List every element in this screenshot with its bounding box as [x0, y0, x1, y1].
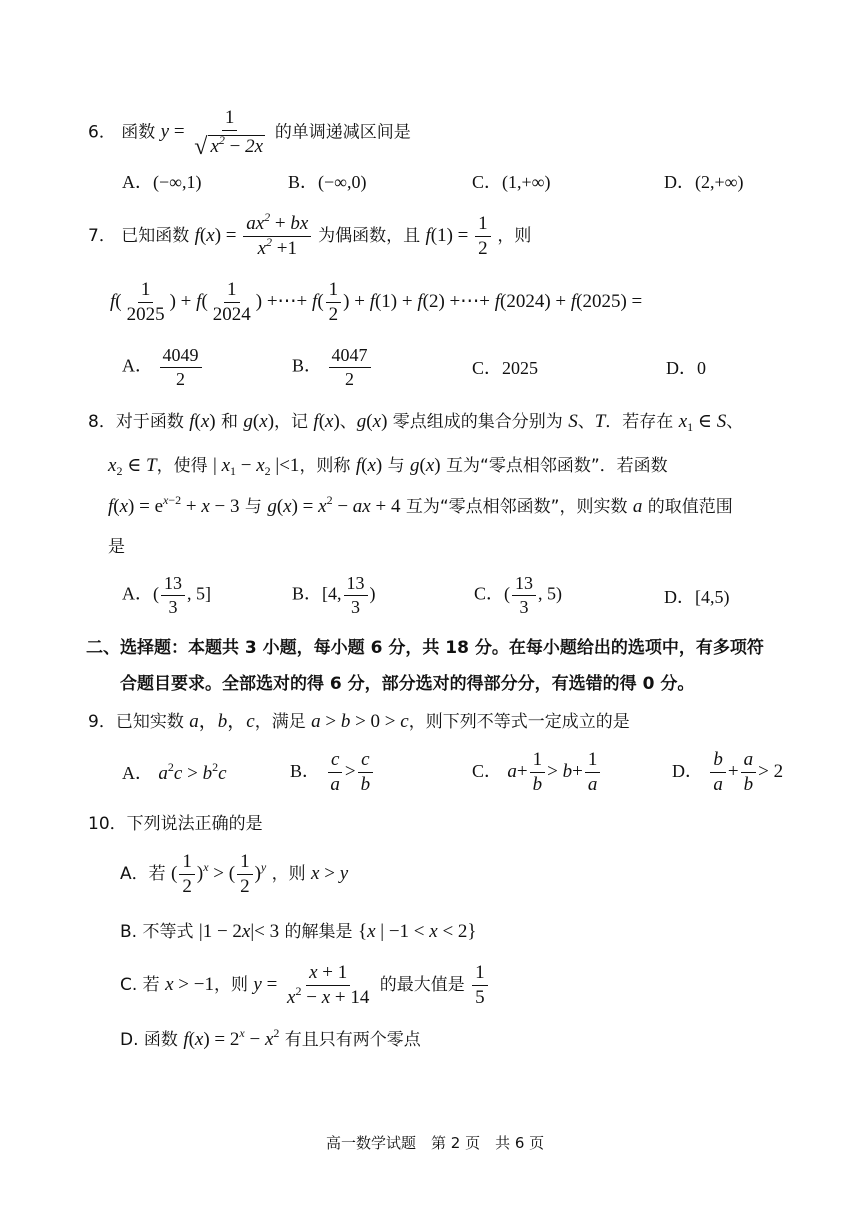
question-8-line-1: 8．对于函数 f(x) 和 g(x)，记 f(x)、g(x) 零点组成的集合分别为 S、T．若存在 $x_1$ ∈ S、: [88, 411, 744, 434]
page-footer: 高一数学试题 第 2 页 共 6 页: [326, 1134, 545, 1152]
question-number: 10．: [88, 814, 127, 834]
section-instructions: 合题目要求。全部选对的得 6 分，部分选对的得部分分，有选错的得 0 分。: [120, 674, 695, 694]
option-c: C．( $\frac{13}{3}$ , 5): [474, 573, 563, 617]
option-a: A． $a^2c > b^2c$: [122, 760, 227, 784]
option-b: B． $\frac{c}{a}$ > $\frac{c}{b}$: [290, 750, 375, 795]
option-d: D．(2,+∞): [664, 172, 744, 192]
question-number: 9．: [88, 712, 116, 732]
formula: f(x) = $\frac{ax^2 + bx}{x^2 +1}$: [195, 225, 318, 246]
question-text: 函数: [121, 122, 156, 143]
option-d: D．[4,5): [664, 587, 730, 607]
option-a: A．(−∞,1): [122, 172, 202, 192]
section-heading: 二、选择题：本题共 3 小题，每小题 6 分，共 18 分。在每小题给出的选项中，有多项符: [86, 638, 764, 658]
question-text: 为偶函数，且: [318, 225, 421, 246]
question-10: 10．下列说法正确的是: [88, 814, 263, 834]
question-text: ，则: [497, 225, 532, 246]
option-d: D．0: [666, 358, 706, 378]
question-9: 9．已知实数 a，b，c，满足 a > b > 0 > c，则下列不等式一定成立的是: [88, 711, 630, 732]
option-a: A．若 ( $\frac{1}{2}$ )$^x$ > ( $\frac{1}{2}$ )$^y$ ，则 x > y: [120, 851, 349, 897]
question-number: 6．: [88, 122, 116, 143]
question-number: 8．: [88, 412, 116, 432]
question-text: 的单调递减区间是: [274, 122, 411, 143]
option-b: B．(−∞,0): [288, 172, 367, 192]
sum-formula: f( $\frac{1}{2025}$ ) + f( $\frac{1}{2024}$ ) +⋯+ f( $\frac{1}{2}$ ) + f(1) + f(2) +⋯+ f(2024) + f(2025) =: [110, 279, 643, 325]
option-c: C． a+ $\frac{1}{b}$ > b+ $\frac{1}{a}$: [472, 750, 602, 795]
question-text: 已知函数: [121, 225, 190, 246]
formula: y = $\frac{1}{√ x^2 - 2x}$: [160, 107, 264, 160]
option-b: B. 不等式 |1 − 2x|< 3 的解集是 {x | −1 < x < 2}: [120, 921, 477, 942]
question-7: [88, 210, 532, 259]
option-b: B． $\frac{4047}{2}$: [292, 346, 373, 389]
option-d: D. 函数 $f(x) = 2^x - x^2$ 有且只有两个零点: [120, 1026, 421, 1050]
question-8-line-3: $f(x) = e^{x-2} + x - 3$ 与 $g(x) = x^2$ − ax + 4 互为“零点相邻函数”，则实数 a 的取值范围: [108, 493, 733, 517]
option-c: C. 若 x > −1，则 y = $\frac{x + 1}{x^2 - x + 14}$ 的最大值是 $\frac{1}{5}$: [120, 963, 490, 1008]
option-c: C．(1,+∞): [472, 172, 551, 192]
option-a: A． $\frac{4049}{2}$: [122, 346, 204, 389]
option-c: C．2025: [472, 358, 539, 378]
option-d: D． $\frac{b}{a}$ + $\frac{a}{b}$ > 2: [672, 749, 784, 795]
question-8-line-2: $x_2$ ∈ T，使得 | $x_1 - x_2$ |<1，则称 f(x) 与 g(x) 互为“零点相邻函数”．若函数: [108, 455, 668, 478]
option-a: A．( $\frac{13}{3}$ , 5]: [122, 573, 211, 617]
formula: f(1) = $\frac{1}{2}$: [425, 225, 497, 246]
question-6: [88, 108, 411, 158]
question-number: 7．: [88, 225, 116, 246]
question-8-line-4: 是: [108, 537, 125, 557]
option-b: B．[4, $\frac{13}{3}$ ): [292, 573, 376, 617]
